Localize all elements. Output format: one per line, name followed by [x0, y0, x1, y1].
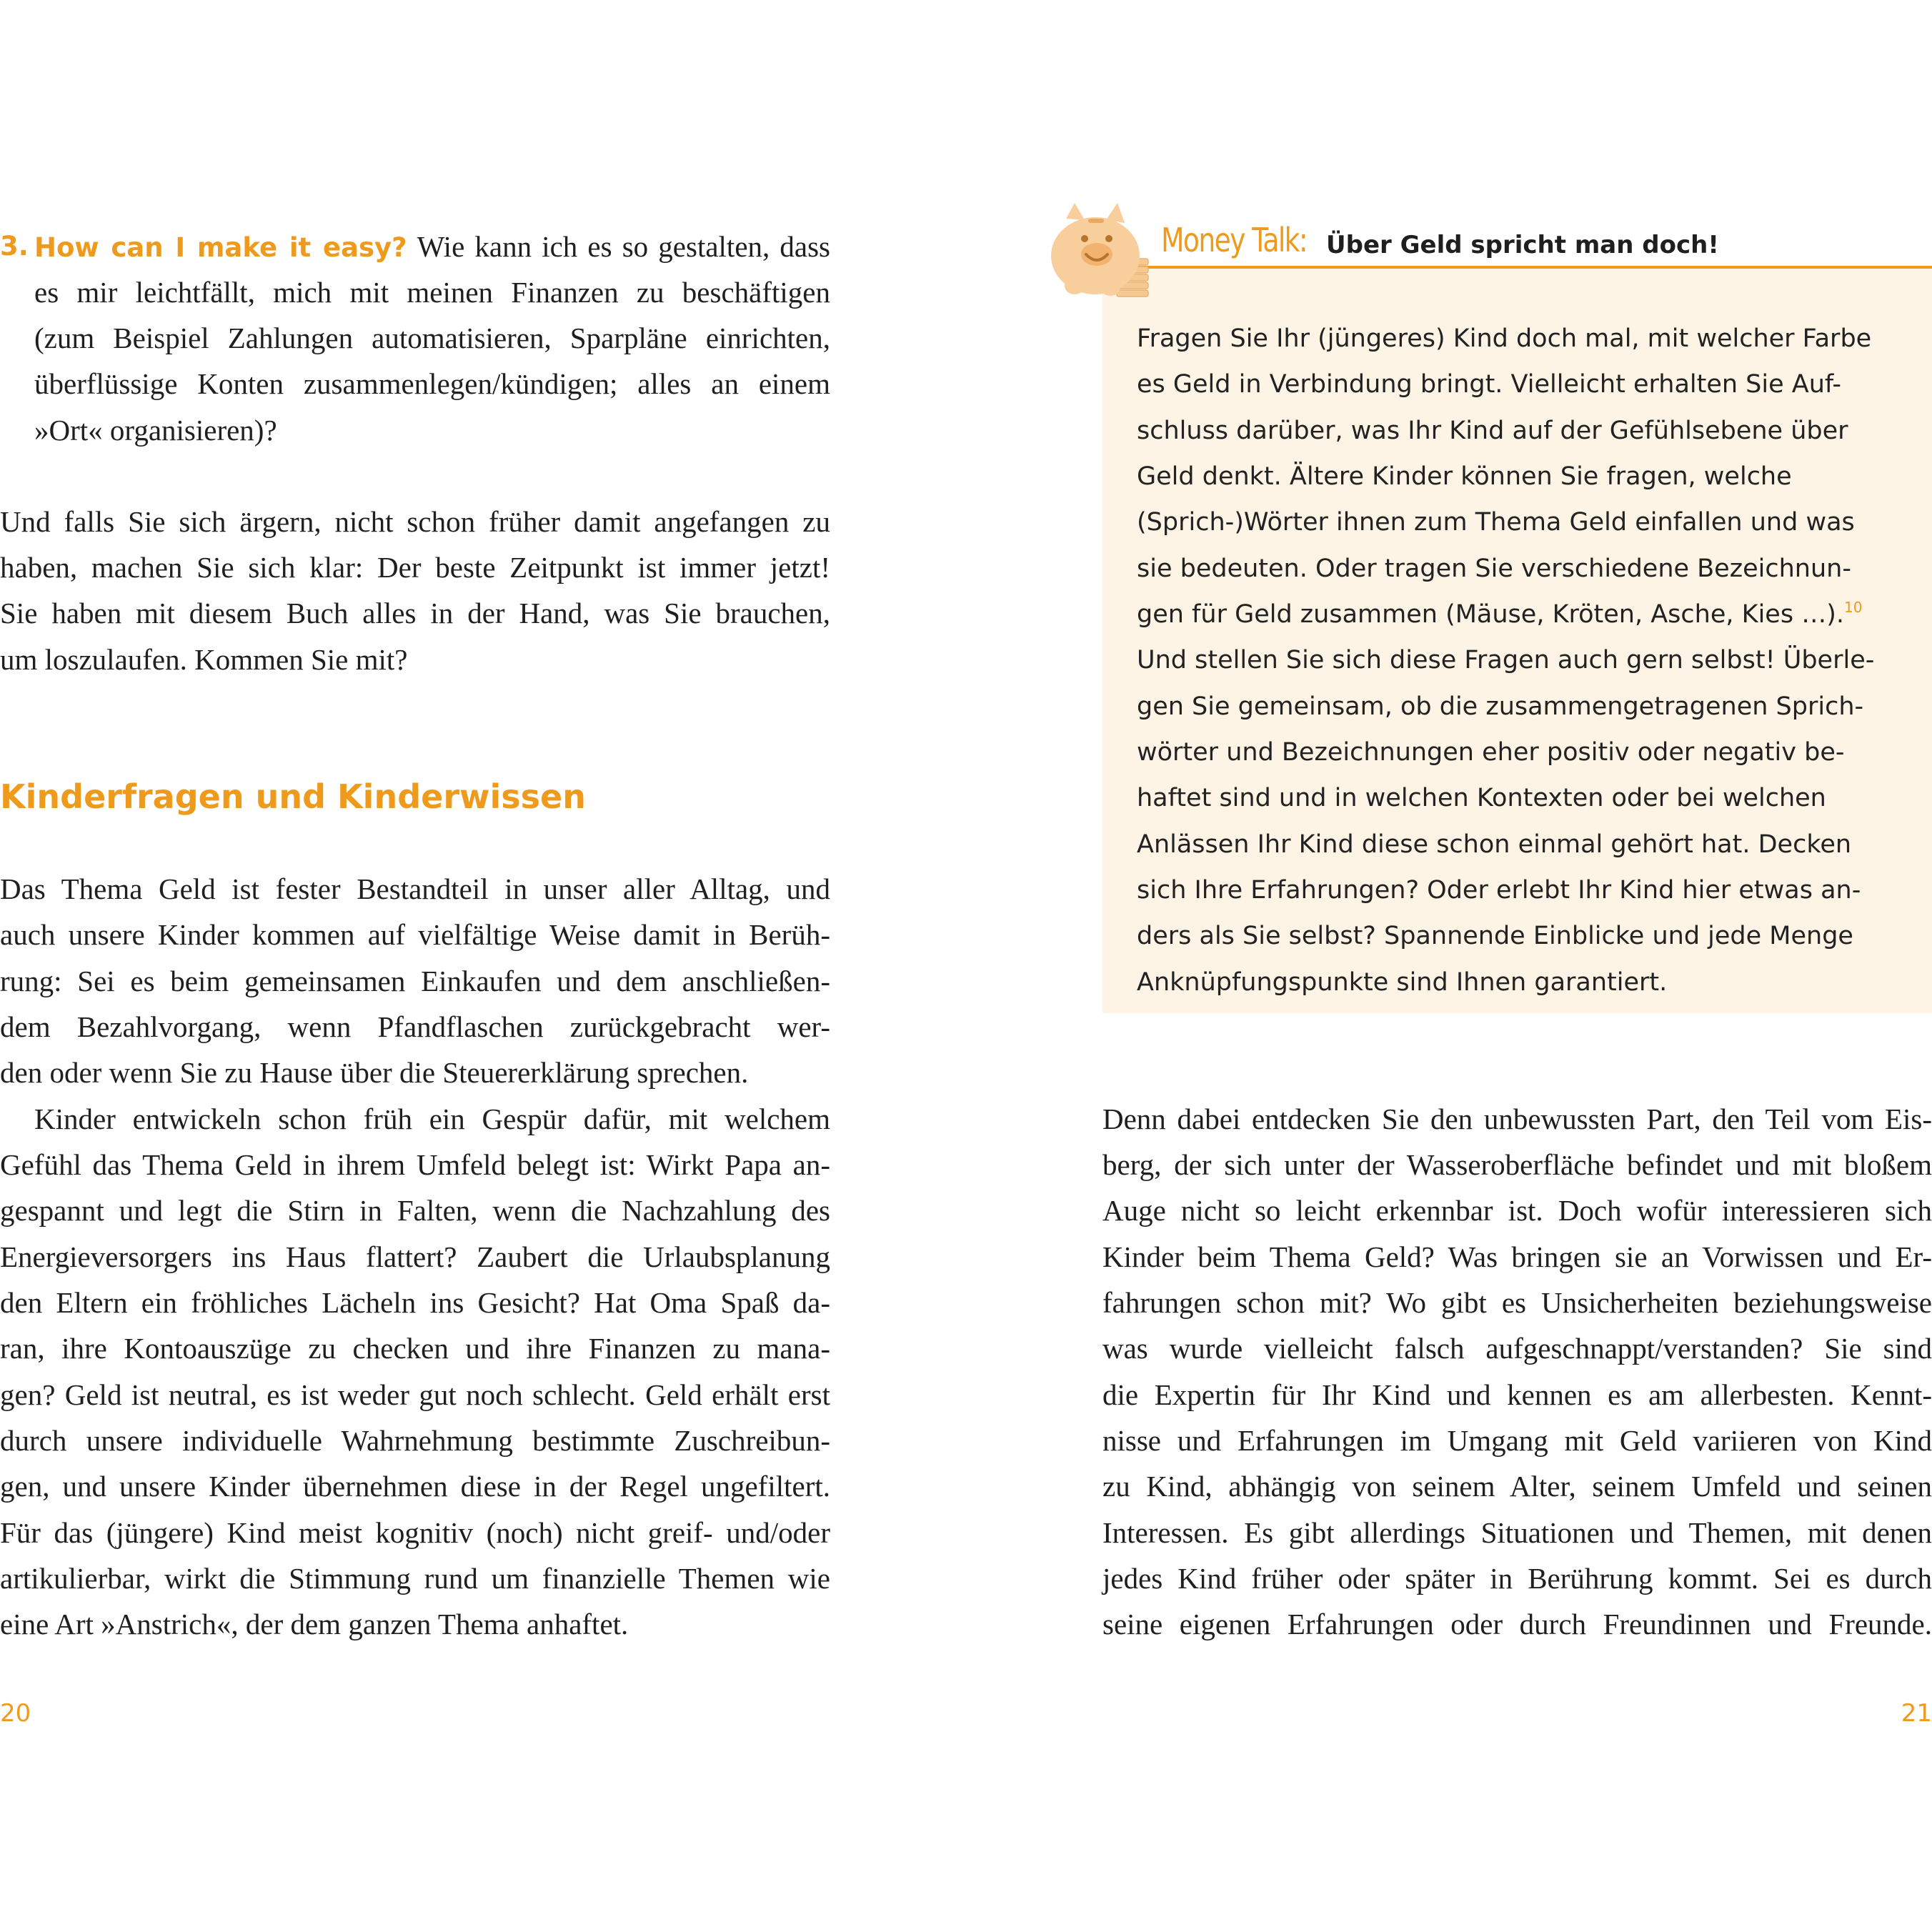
box-header-rule: [1102, 266, 1932, 269]
text-line: haben, machen Sie sich klar: Der beste Zeitpunkt ist immer jetzt!: [0, 551, 830, 584]
text-line: Und falls Sie sich ärgern, nicht schon früher damit angefangen zu: [0, 505, 830, 538]
money-talk-subtitle: Über Geld spricht man doch!: [1326, 231, 1719, 259]
box-line: Anknüpfungspunkte sind Ihnen garantiert.: [1137, 968, 1668, 997]
text-line: gespannt und legt die Stirn in Falten, wenn die Nachzahlung des: [0, 1194, 830, 1227]
text-line: eine Art »Anstrich«, der dem ganzen Thema anhaftet.: [0, 1608, 629, 1640]
text-line: nisse und Erfahrungen im Umgang mit Geld variieren von Kind: [1102, 1424, 1932, 1457]
box-line-text: gen für Geld zusammen (Mäuse, Kröten, Asche, Kies …).: [1137, 600, 1844, 629]
list-line: »Ort« organisieren)?: [34, 414, 277, 447]
box-line: ders als Sie selbst? Spannende Einblicke und jede Menge: [1137, 922, 1853, 950]
box-line: sich Ihre Erfahrungen? Oder erlebt Ihr Kind hier etwas an-: [1137, 876, 1861, 905]
text-line: fahrungen schon mit? Wo gibt es Unsicherheiten beziehungsweise: [1102, 1286, 1932, 1319]
text-line: artikulierbar, wirkt die Stimmung rund um finanzielle Themen wie: [0, 1562, 830, 1595]
box-line: Fragen Sie Ihr (jüngeres) Kind doch mal, mit welcher Farbe: [1137, 324, 1872, 353]
text-line: Für das (jüngere) Kind meist kognitiv (noch) nicht greif- und/oder: [0, 1516, 830, 1549]
text-line: Energieversorgers ins Haus flattert? Zaubert die Urlaubsplanung: [0, 1240, 830, 1273]
text-line: die Expertin für Ihr Kind und kennen es am allerbesten. Kennt-: [1102, 1378, 1932, 1411]
piggy-bank-icon: [1049, 197, 1163, 304]
list-lead: How can I make it easy?: [34, 232, 407, 263]
page-number: 21: [1901, 1699, 1932, 1728]
text-line: Kinder entwickeln schon früh ein Gespür dafür, mit welchem: [34, 1102, 830, 1135]
box-line: haftet sind und in welchen Kontexten oder bei welchen: [1137, 784, 1826, 812]
text-line: Denn dabei entdecken Sie den unbewussten Part, den Teil vom Eis-: [1102, 1102, 1932, 1135]
text-line: durch unsere individuelle Wahrnehmung bestimmte Zuschreibun-: [0, 1424, 830, 1457]
text-line: seine eigenen Erfahrungen oder durch Freundinnen und Freunde.: [1102, 1608, 1932, 1640]
text-line: Interessen. Es gibt allerdings Situationen und Themen, mit denen: [1102, 1516, 1932, 1549]
text-line: zu Kind, abhängig von seinem Alter, seinem Umfeld und seinen: [1102, 1470, 1932, 1503]
box-line: es Geld in Verbindung bringt. Vielleicht erhalten Sie Auf-: [1137, 370, 1841, 399]
text-line: Auge nicht so leicht erkennbar ist. Doch wofür interessieren sich: [1102, 1194, 1932, 1227]
text-line: was wurde vielleicht falsch aufgeschnappt/verstanden? Sie sind: [1102, 1332, 1932, 1365]
text-line: Gefühl das Thema Geld in ihrem Umfeld belegt ist: Wirkt Papa an-: [0, 1148, 830, 1181]
list-item-first-line: [0, 224, 830, 269]
text-line: Kinder beim Thema Geld? Was bringen sie an Vorwissen und Er-: [1102, 1240, 1932, 1273]
box-line: gen Sie gemeinsam, ob die zusammengetragenen Sprich-: [1137, 692, 1864, 721]
page-number: 20: [0, 1699, 31, 1728]
text-line: den oder wenn Sie zu Hause über die Steuererklärung sprechen.: [0, 1056, 749, 1089]
footnote-ref: 10: [1843, 599, 1863, 616]
list-line: überflüssige Konten zusammenlegen/kündigen; alles an einem: [34, 367, 830, 400]
text-line: dem Bezahlvorgang, wenn Pfandflaschen zurückgebracht wer-: [0, 1010, 830, 1043]
text-line: den Eltern ein fröhliches Lächeln ins Gesicht? Hat Oma Spaß da-: [0, 1286, 830, 1319]
box-body: [1102, 269, 1932, 1013]
list-line: (zum Beispiel Zahlungen automatisieren, Sparpläne einrichten,: [34, 322, 830, 354]
box-line: Und stellen Sie sich diese Fragen auch gern selbst! Überle-: [1137, 646, 1875, 674]
text-line: auch unsere Kinder kommen auf vielfältige Weise damit in Berüh-: [0, 918, 830, 951]
text-line: Das Thema Geld ist fester Bestandteil in unser aller Alltag, und: [0, 872, 830, 905]
text-line: um loszulaufen. Kommen Sie mit?: [0, 643, 408, 676]
box-line: Anlässen Ihr Kind diese schon einmal gehört hat. Decken: [1137, 830, 1852, 859]
text-line: ran, ihre Kontoauszüge zu checken und ihre Finanzen zu mana-: [0, 1332, 830, 1365]
list-line: Wie kann ich es so gestalten, dass: [417, 230, 830, 263]
list-number: 3.: [0, 231, 29, 262]
text-line: jedes Kind früher oder später in Berührung kommt. Sei es durch: [1102, 1562, 1932, 1595]
box-line-with-footnote: [1137, 592, 1862, 637]
text-line: gen, und unsere Kinder übernehmen diese in der Regel ungefiltert.: [0, 1470, 830, 1503]
box-line: sie bedeuten. Oder tragen Sie verschiedene Bezeichnun-: [1137, 554, 1851, 583]
section-heading: Kinderfragen und Kinderwissen: [0, 777, 586, 816]
box-line: schluss darüber, was Ihr Kind auf der Gefühlsebene über: [1137, 417, 1848, 445]
box-line: (Sprich-)Wörter ihnen zum Thema Geld einfallen und was: [1137, 508, 1855, 537]
text-line: rung: Sei es beim gemeinsamen Einkaufen und dem anschließen-: [0, 965, 830, 997]
text-line: berg, der sich unter der Wasseroberfläche befindet und mit bloßem: [1102, 1148, 1932, 1181]
box-line: wörter und Bezeichnungen eher positiv oder negativ be-: [1137, 738, 1845, 767]
text-line: Sie haben mit diesem Buch alles in der Hand, was Sie brauchen,: [0, 597, 830, 629]
text-line: gen? Geld ist neutral, es ist weder gut noch schlecht. Geld erhält erst: [0, 1378, 830, 1411]
box-line: Geld denkt. Ältere Kinder können Sie fragen, welche: [1137, 462, 1792, 491]
list-line: es mir leichtfällt, mich mit meinen Finanzen zu beschäftigen: [34, 276, 830, 309]
money-talk-label: Money Talk:: [1161, 221, 1307, 259]
